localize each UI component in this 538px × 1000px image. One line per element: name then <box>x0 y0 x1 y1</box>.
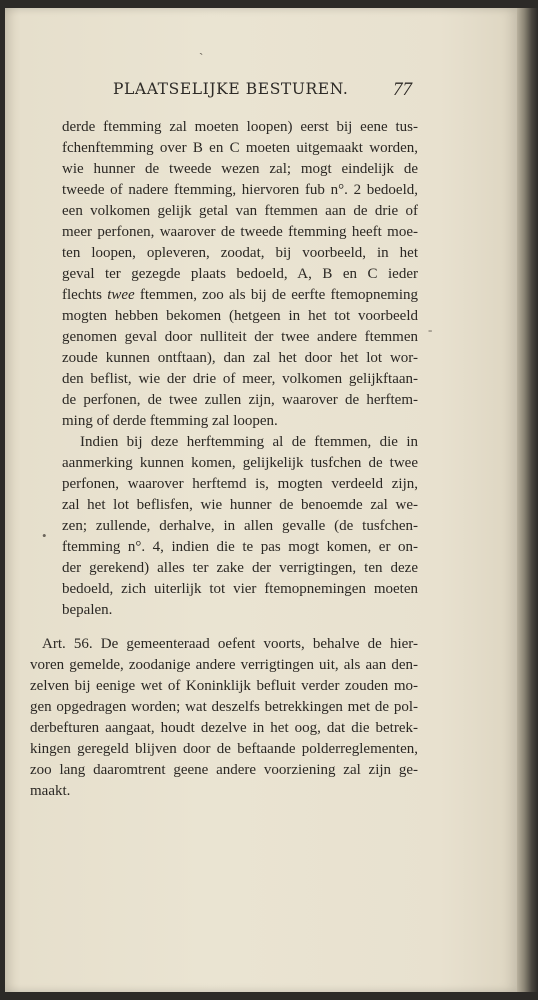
text-line: fchenftemming over B en C moeten uitgemaakt worden, <box>62 140 418 156</box>
text-line: gen opgedragen worden; wat deszelfs betrekkingen met de pol- <box>30 699 418 715</box>
text-line: zen; zullende, derhalve, in allen gevalle (de tusfchen- <box>62 518 418 534</box>
text-line: zelven bij eenige wet of Koninklijk befluit verder zouden mo- <box>30 678 418 694</box>
text-line: perfonen, waarover herftemd is, mogten verdeeld zijn, <box>62 476 418 492</box>
text-line: kingen geregeld blijven door de beftaande polderreglementen, <box>30 741 418 757</box>
text-line: der gerekend) alles ter zake der verrigtingen, ten deze <box>62 560 418 576</box>
text-line: ming of derde ftemming zal loopen. <box>62 413 278 429</box>
text-line: den beflist, wie der drie of meer, volkomen gelijkftaan- <box>62 371 418 387</box>
text-line: aanmerking kunnen komen, gelijkelijk tusfchen de twee <box>62 455 418 471</box>
text-line: zoo lang daaromtrent geene andere voorziening zal zijn ge- <box>30 762 418 778</box>
text-line: Indien bij deze herftemming al de ftemmen, die in <box>80 434 418 450</box>
text-line: meer perfonen, waarover de tweede ftemming heeft moe- <box>62 224 418 240</box>
text-line: tweede of nadere ftemming, hiervoren fub n°. 2 bedoeld, <box>62 182 418 198</box>
text-line: bepalen. <box>62 602 113 618</box>
text-line: zal het lot beflisfen, wie hunner de benoemde zal we- <box>62 497 418 513</box>
text-line: wie hunner de tweede wezen zal; mogt eindelijk de <box>62 161 418 177</box>
text-line: maakt. <box>30 783 71 799</box>
text-line: Art. 56. De gemeenteraad oefent voorts, behalve de hier- <box>42 636 418 652</box>
ink-speck: • <box>42 528 47 543</box>
text-line: ftemming n°. 4, indien die te pas mogt komen, er on- <box>62 539 418 555</box>
page-edges <box>517 8 538 992</box>
text-line: een volkomen gelijk getal van ftemmen aan de drie of <box>62 203 418 219</box>
text-line: flechts twee ftemmen, zoo als bij de eerfte ftemopneming <box>62 287 419 303</box>
text-line: derde ftemming zal moeten loopen) eerst bij eene tus- <box>62 119 418 135</box>
text-line: geval ter gezegde plaats bedoeld, A, B en C ieder <box>62 266 418 282</box>
text-line: derbefturen aangaat, houdt dezelve in het oog, dat die betrek- <box>30 720 418 736</box>
text-line: genomen geval door nulliteit der twee andere ftemmen <box>62 329 418 345</box>
text-line: mogten hebben bekomen (hetgeen in het tot voorbeeld <box>62 308 418 324</box>
running-head-title: PLAATSELIJKE BESTUREN. <box>113 80 349 98</box>
ink-speck: - <box>428 322 433 337</box>
text-line: voren gemelde, zoodanige andere verrigtingen uit, als aan den- <box>30 657 418 673</box>
text-line: ten loopen, opleveren, zoodat, bij voorbeeld, in het <box>62 245 418 261</box>
text-line: de perfonen, de twee zullen zijn, waarover de herftem- <box>62 392 418 408</box>
ink-speck: ˋ <box>199 50 204 65</box>
text-line: bedoeld, zich uiterlijk tot vier ftemopnemingen moeten <box>62 581 418 597</box>
text-line: zoude kunnen ontftaan), dan zal het door het lot wor- <box>62 350 418 366</box>
page-number: 77 <box>393 79 412 100</box>
